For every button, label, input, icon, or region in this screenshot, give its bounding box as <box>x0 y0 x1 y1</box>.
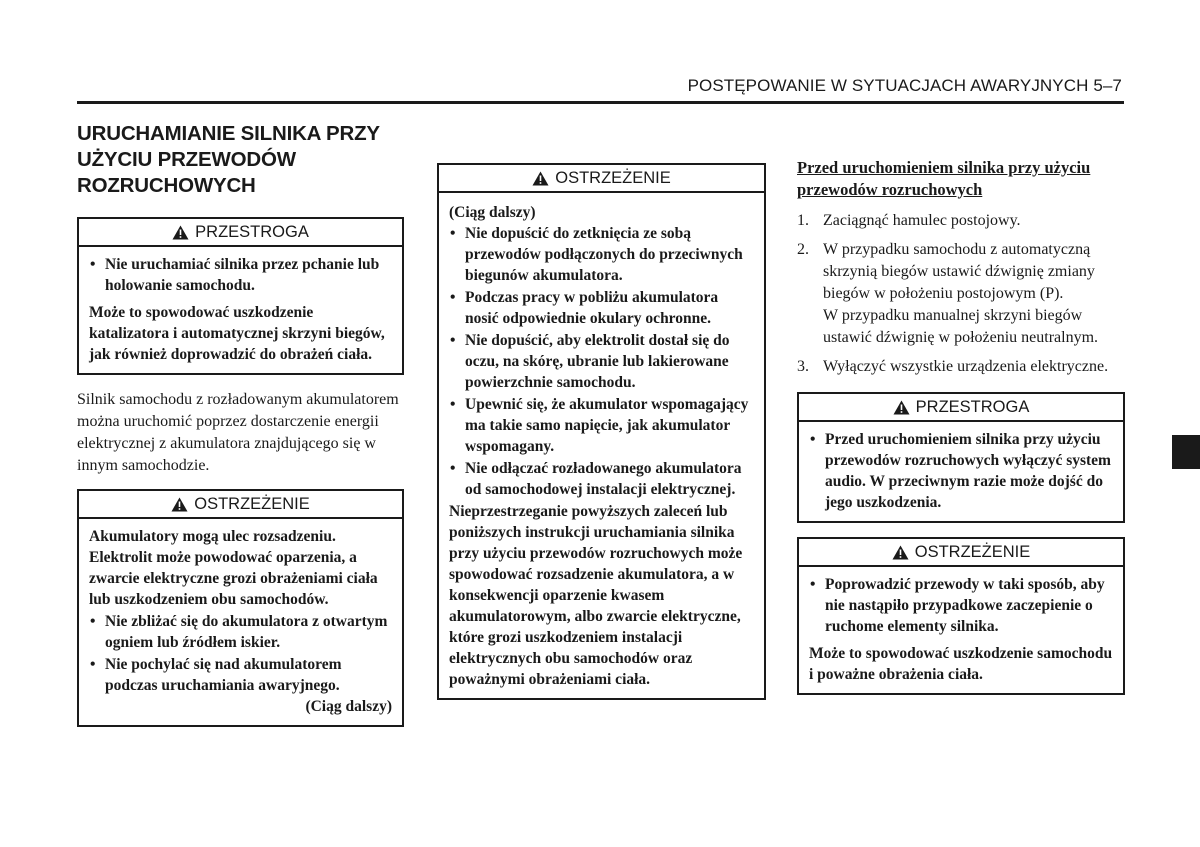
warning-triangle-icon <box>893 400 910 415</box>
warning-bullet: • Upewnić się, że akumulator wspomagający ma takie samo napięcie, jak akumulator wspomagany. <box>449 394 754 457</box>
warning-bullet: • Nie odłączać rozładowanego akumulatora od samochodowej instalacji elektrycznej. <box>449 458 754 500</box>
caution-heading: PRZESTROGA <box>915 397 1030 416</box>
warning-bullet: • Nie dopuścić, aby elektrolit dostał się do oczu, na skórę, ubranie lub lakierowane powierzchnie samochodu. <box>449 330 754 393</box>
step-text: Zaciągnąć hamulec postojowy. <box>823 212 1021 229</box>
warning-box <box>77 489 404 727</box>
caution-heading: PRZESTROGA <box>195 222 309 241</box>
warning-triangle-icon <box>892 545 909 560</box>
warning-heading: OSTRZEŻENIE <box>555 168 671 187</box>
caution-header <box>799 394 1123 422</box>
procedure-steps <box>797 210 1125 378</box>
warning-triangle-icon <box>172 225 189 240</box>
procedure-subheading: Przed uruchomieniem silnika przy użyciu przewodów rozruchowych <box>797 158 1091 199</box>
warning-box-continued <box>437 163 766 700</box>
warning-heading: OSTRZEŻENIE <box>194 494 310 513</box>
warning-bullet: • Poprowadzić przewody w taki sposób, aby nie nastąpiło przypadkowe zaczepienie o ruchome elementy silnika. <box>809 574 1113 637</box>
section-thumb-tab <box>1172 435 1200 469</box>
warning-header <box>79 491 402 519</box>
continued-label: (Ciąg dalszy) <box>449 204 536 221</box>
warning-note: Może to spowodować uszkodzenie samochodu i poważne obrażenia ciała. <box>809 645 1113 683</box>
warning-bullet: • Nie zbliżać się do akumulatora z otwartym ogniem lub źródłem iskier. <box>89 611 392 653</box>
warning-header <box>799 539 1123 567</box>
warning-triangle-icon <box>171 497 188 512</box>
step-item <box>797 210 1125 232</box>
warning-closing: Nieprzestrzeganie powyższych zaleceń lub poniższych instrukcji uruchamiania silnika przy użyciu przewodów rozruchowych może spowodować rozsadzenie akumulatora, a w konsekwencji oparzenie kwasem akumulatorowym, albo zwarcie elektryczne, które grozi uszkodzeniem instalacji elektrycznych obu samochodów oraz poważnymi obrażeniami ciała. <box>449 503 743 688</box>
column-left <box>77 121 404 741</box>
intro-paragraph: Silnik samochodu z rozładowanym akumulatorem można uruchomić poprzez dostarczenie energii elektrycznej z akumulatora znajdującego się w innym samochodzie. <box>77 391 399 474</box>
caution-note: Może to spowodować uszkodzenie katalizatora i automatycznej skrzyni biegów, jak również doprowadzić do obrażeń ciała. <box>89 304 385 363</box>
header-rule <box>77 101 1124 104</box>
section-title: URUCHAMIANIE SILNIKA PRZY UŻYCIU PRZEWODÓW ROZRUCHOWYCH <box>77 122 380 197</box>
warning-header <box>439 165 764 193</box>
column-right <box>797 157 1125 709</box>
warning-intro: Akumulatory mogą ulec rozsadzeniu. Elektrolit może powodować oparzenia, a zwarcie elektryczne grozi obrażeniami ciała lub uszkodzeniem obu samochodów. <box>89 528 378 608</box>
step-extra-text: W przypadku manualnej skrzyni biegów ustawić dźwignię w położeniu neutralnym. <box>823 307 1099 346</box>
warning-bullet: • Nie dopuścić do zetknięcia ze sobą przewodów podłączonych do przeciwnych biegunów akumulatora. <box>449 223 754 286</box>
continued-label: (Ciąg dalszy) <box>305 698 392 715</box>
caution-bullet: • Przed uruchomieniem silnika przy użyciu przewodów rozruchowych wyłączyć system audio. W przeciwnym razie może dojść do jego uszkodzenia. <box>809 429 1113 513</box>
warning-box <box>797 537 1125 695</box>
step-number: 2. <box>797 241 809 258</box>
warning-triangle-icon <box>532 171 549 186</box>
caution-box <box>77 217 404 375</box>
warning-bullet: • Nie pochylać się nad akumulatorem podczas uruchamiania awaryjnego. <box>89 654 392 696</box>
warning-heading: OSTRZEŻENIE <box>914 542 1031 561</box>
step-text: Wyłączyć wszystkie urządzenia elektryczne. <box>823 358 1109 375</box>
caution-box <box>797 392 1125 523</box>
caution-bullet: • Nie uruchamiać silnika przez pchanie lub holowanie samochodu. <box>89 254 392 296</box>
step-item <box>797 239 1125 349</box>
step-number: 3. <box>797 358 809 375</box>
step-number: 1. <box>797 212 809 229</box>
step-text: W przypadku samochodu z automatyczną skrzynią biegów ustawić dźwignię zmiany biegów w położeniu postojowym (P). <box>823 241 1095 302</box>
step-item <box>797 356 1125 378</box>
warning-bullet: • Podczas pracy w pobliżu akumulatora nosić odpowiednie okulary ochronne. <box>449 287 754 329</box>
page-header-title: POSTĘPOWANIE W SYTUACJACH AWARYJNYCH 5–7 <box>687 76 1122 95</box>
column-middle <box>437 163 766 714</box>
caution-header <box>79 219 402 247</box>
